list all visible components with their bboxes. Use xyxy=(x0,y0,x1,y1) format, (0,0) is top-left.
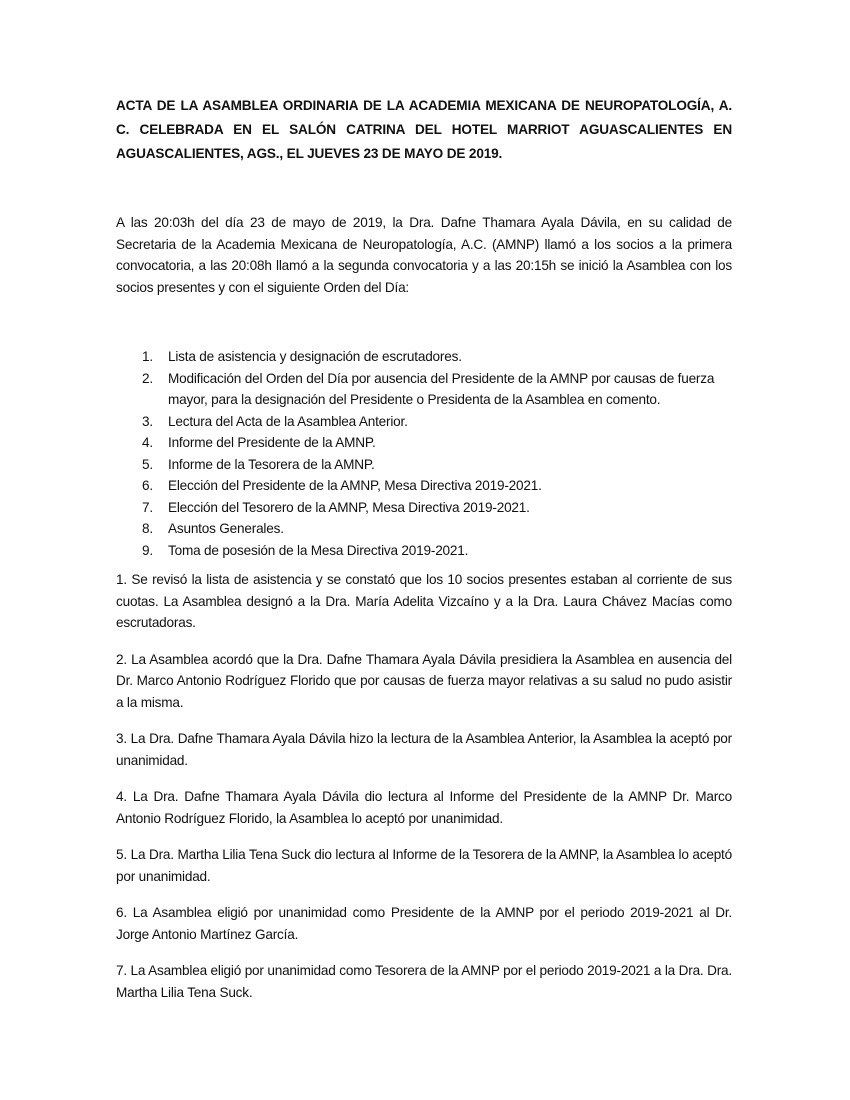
agenda-item: 7. Elección del Tesorero de la AMNP, Mesa Directiva 2019-2021. xyxy=(116,497,732,519)
resolutions-section xyxy=(116,569,732,1018)
resolution-paragraph: 7. La Asamblea eligió por unanimidad como Tesorera de la AMNP por el periodo 2019-2021 a la Dra. Dra. Martha Lilia Tena Suck. xyxy=(116,963,732,1000)
agenda-item: 9. Toma de posesión de la Mesa Directiva 2019-2021. xyxy=(116,540,732,562)
agenda-item-text: Informe del Presidente de la AMNP. xyxy=(168,435,376,450)
agenda-item-text: Lista de asistencia y designación de escrutadores. xyxy=(168,349,462,364)
agenda-item-text: Elección del Presidente de la AMNP, Mesa Directiva 2019-2021. xyxy=(168,478,542,493)
document-title: ACTA DE LA ASAMBLEA ORDINARIA DE LA ACADEMIA MEXICANA DE NEUROPATOLOGÍA, A. C. CELEBRADA EN EL SALÓN CATRINA DEL HOTEL MARRIOT AGUASCALIENTES EN AGUASCALIENTES, AGS., EL JUEVES 23 DE MAYO DE 2019. xyxy=(116,98,732,161)
resolution-paragraph: 4. La Dra. Dafne Thamara Ayala Dávila dio lectura al Informe del Presidente de la AMNP Dr. Marco Antonio Rodríguez Florido, la Asamblea lo aceptó por unanimidad. xyxy=(116,789,732,826)
agenda-item-text: Asuntos Generales. xyxy=(168,521,284,536)
resolution-paragraph: 5. La Dra. Martha Lilia Tena Suck dio lectura al Informe de la Tesorera de la AMNP, la Asamblea lo aceptó por unanimidad. xyxy=(116,847,732,884)
agenda-item-text: Lectura del Acta de la Asamblea Anterior. xyxy=(168,413,408,429)
agenda-item: 6. Elección del Presidente de la AMNP, Mesa Directiva 2019-2021. xyxy=(116,475,732,497)
agenda-item-text: Informe de la Tesorera de la AMNP. xyxy=(168,456,375,472)
agenda-item: 3. Lectura del Acta de la Asamblea Anterior. xyxy=(116,411,732,433)
resolution-paragraph: 6. La Asamblea eligió por unanimidad como Presidente de la AMNP por el periodo 2019-2021 al Dr. Jorge Antonio Martínez García. xyxy=(116,905,732,942)
intro-paragraph: A las 20:03h del día 23 de mayo de 2019, la Dra. Dafne Thamara Ayala Dávila, en su calidad de Secretaria de la Academia Mexicana de Neuropatología, A.C. (AMNP) llamó a los socios a la primera convocatoria, a las 20:08h llamó a la segunda convocatoria y a las 20:15h se inició la Asamblea con los socios presentes y con el siguiente Orden del Día: xyxy=(116,215,732,295)
agenda-item: 2. Modificación del Orden del Día por ausencia del Presidente de la AMNP por causas de fuerza mayor, para la designación del Presidente o Presidenta de la Asamblea en comento. xyxy=(116,368,732,411)
agenda-item: 1. Lista de asistencia y designación de escrutadores. xyxy=(116,346,732,368)
agenda-item: 5. Informe de la Tesorera de la AMNP. xyxy=(116,454,732,476)
agenda-list xyxy=(116,346,732,561)
agenda-item: 8. Asuntos Generales. xyxy=(116,518,732,540)
agenda-item-text: Toma de posesión de la Mesa Directiva 2019-2021. xyxy=(168,542,469,558)
resolution-paragraph: 2. La Asamblea acordó que la Dra. Dafne Thamara Ayala Dávila presidiera la Asamblea en ausencia del Dr. Marco Antonio Rodríguez Florido que por causas de fuerza mayor relativas a su salud no pudo asistir a la misma. xyxy=(116,651,732,710)
agenda-item: 4. Informe del Presidente de la AMNP. xyxy=(116,432,732,454)
agenda-item-text: Modificación del Orden del Día por ausencia del Presidente de la AMNP por causas de fuerza mayor, para la designación del Presidente o Presidenta de la Asamblea en comento. xyxy=(168,370,715,407)
resolution-paragraph: 3. La Dra. Dafne Thamara Ayala Dávila hizo la lectura de la Asamblea Anterior, la Asamblea la aceptó por unanimidad. xyxy=(116,731,732,768)
resolution-paragraph: 1. Se revisó la lista de asistencia y se constató que los 10 socios presentes estaban al corriente de sus cuotas. La Asamblea designó a la Dra. María Adelita Vizcaíno y a la Dra. Laura Chávez Macías como escrutadoras. xyxy=(116,572,732,630)
agenda-item-text: Elección del Tesorero de la AMNP, Mesa Directiva 2019-2021. xyxy=(168,499,530,515)
